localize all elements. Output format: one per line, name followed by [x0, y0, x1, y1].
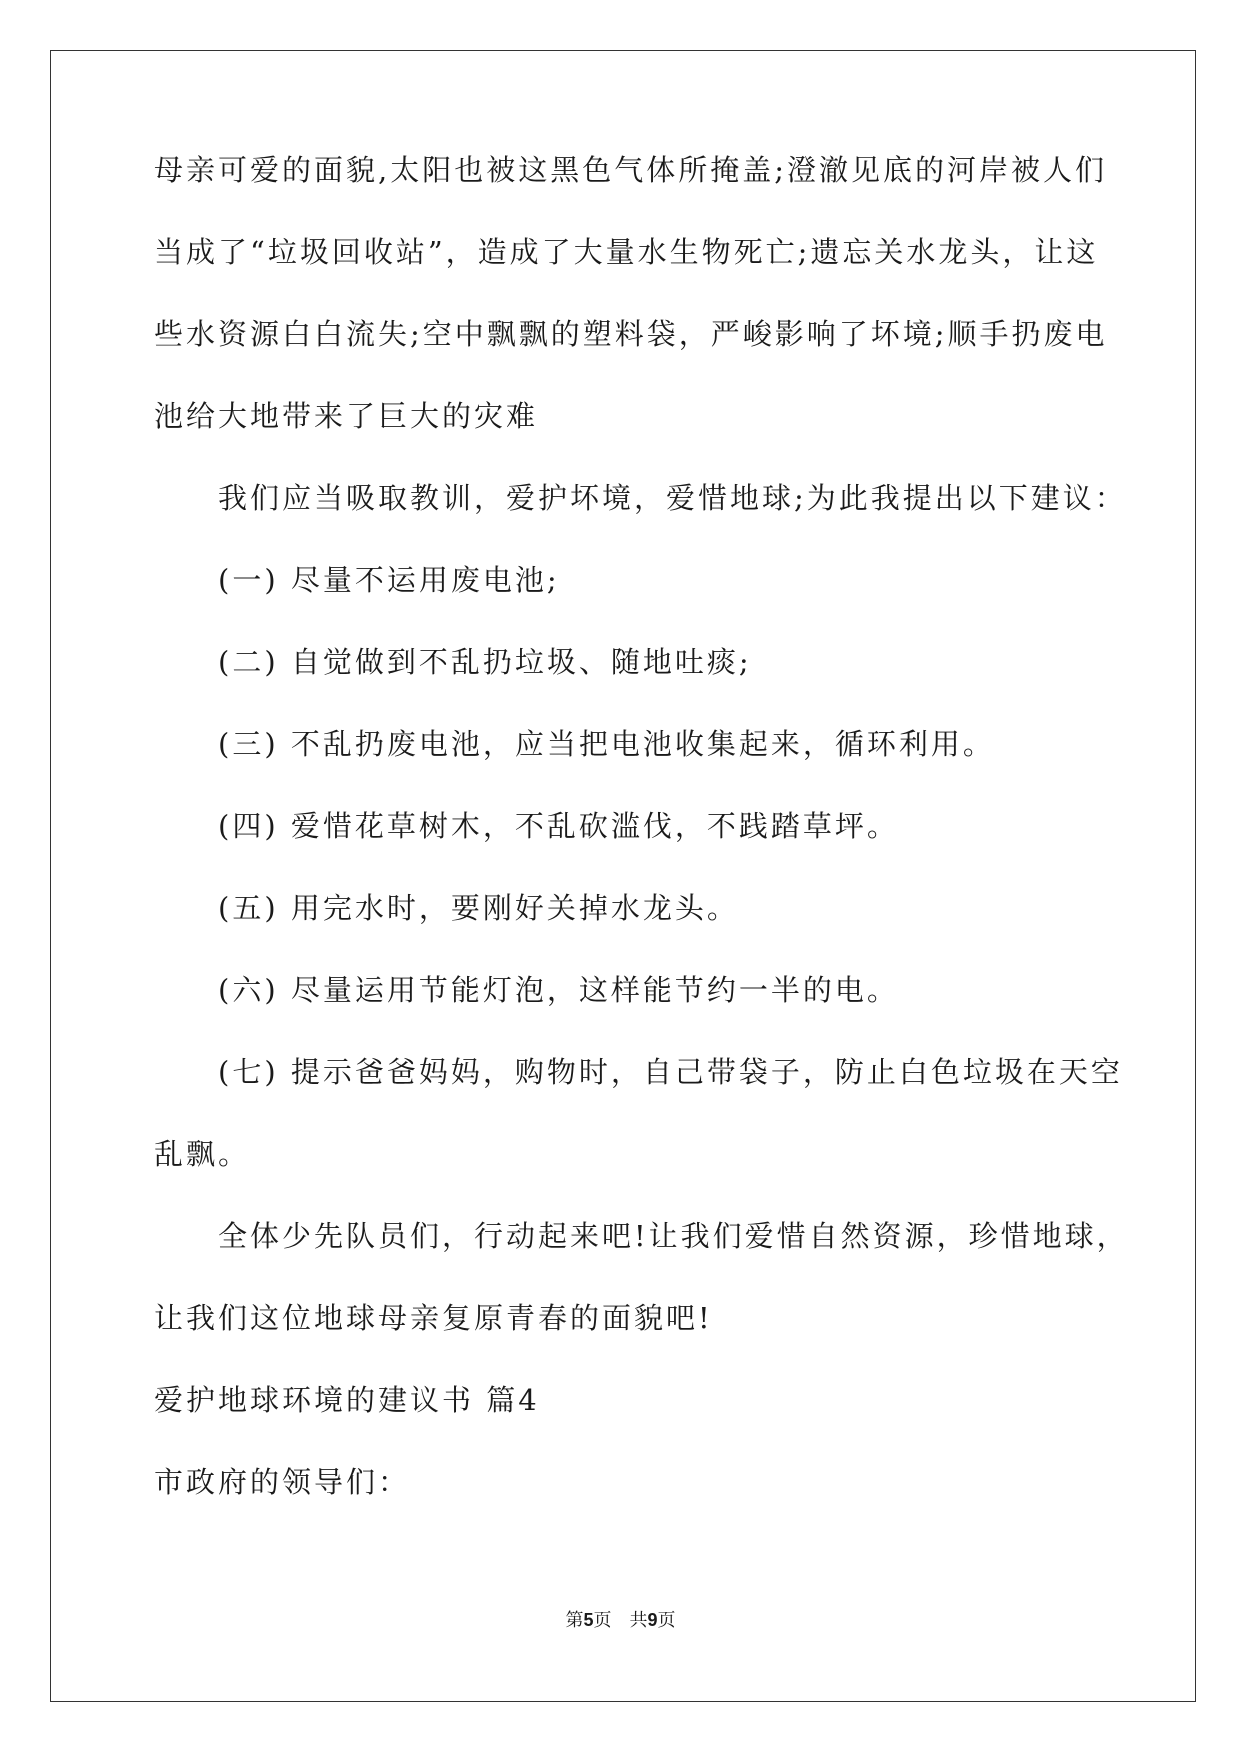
footer-current-page: 5 [583, 1610, 594, 1630]
salutation: 市政府的领导们： [154, 1465, 411, 1499]
suggestion-4: (四) 爱惜花草树木，不乱砍滥伐，不践踏草坪。 [218, 809, 899, 843]
footer-suffix: 页 [657, 1610, 676, 1631]
section-heading: 爱护地球环境的建议书 篇4 [154, 1383, 540, 1417]
paragraph-intro: 我们应当吸取教训，爱护坏境，爱惜地球;为此我提出以下建议： [218, 481, 1127, 515]
footer-prefix: 第 [565, 1610, 584, 1631]
paragraph-line-1: 母亲可爱的面貌,太阳也被这黑色气体所掩盖;澄澈见底的河岸被人们 [154, 153, 1107, 187]
paragraph-line-4: 池给大地带来了巨大的灾难 [154, 399, 539, 433]
suggestion-7-continued: 乱飘。 [154, 1137, 251, 1171]
suggestion-3: (三) 不乱扔废电池，应当把电池收集起来，循环利用。 [218, 727, 995, 761]
closing-paragraph: 全体少先队员们，行动起来吧!让我们爱惜自然资源，珍惜地球， [218, 1219, 1129, 1253]
suggestion-5: (五) 用完水时，要刚好关掉水龙头。 [218, 891, 739, 925]
footer-total-pages: 9 [647, 1610, 658, 1630]
page-border [50, 50, 1196, 1702]
suggestion-7: (七) 提示爸爸妈妈，购物时，自己带袋子，防止白色垃圾在天空 [218, 1055, 1123, 1089]
suggestion-1: (一) 尽量不运用废电池; [218, 563, 560, 597]
paragraph-line-3: 些水资源白白流失;空中飘飘的塑料袋，严峻影响了坏境;顺手扔废电 [154, 317, 1108, 351]
closing-paragraph-continued: 让我们这位地球母亲复原青春的面貌吧! [154, 1301, 713, 1335]
footer-middle: 页 共 [593, 1610, 648, 1631]
suggestion-2: (二) 自觉做到不乱扔垃圾、随地吐痰; [218, 645, 752, 679]
suggestion-6: (六) 尽量运用节能灯泡，这样能节约一半的电。 [218, 973, 899, 1007]
page-footer [0, 1608, 1241, 1633]
paragraph-line-2: 当成了“垃圾回收站”，造成了大量水生物死亡;遗忘关水龙头，让这 [154, 235, 1099, 269]
